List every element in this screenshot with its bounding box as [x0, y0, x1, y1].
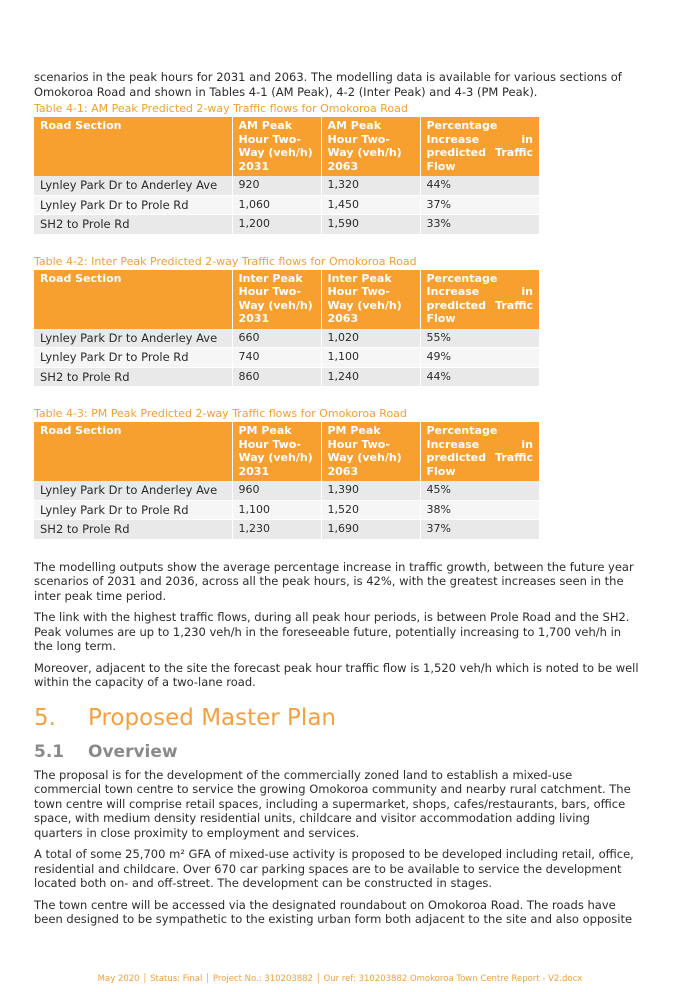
table-cell: 44% — [420, 367, 539, 387]
table-cell: 33% — [420, 215, 539, 235]
section-number: 5. — [34, 704, 56, 731]
table-caption: Table 4-1: AM Peak Predicted 2-way Traffic flows for Omokoroa Road — [34, 102, 408, 115]
table-cell: 49% — [420, 348, 539, 368]
table-header-cell: AM Peak Hour Two-Way (veh/h) 2031 — [232, 117, 321, 176]
traffic-flow-table — [34, 117, 539, 235]
section-heading — [34, 704, 640, 732]
table-cell: 44% — [420, 176, 539, 195]
table-cell: 740 — [232, 348, 321, 368]
table-header-cell: Road Section — [34, 422, 232, 481]
table-header-cell: Percentage Increase in predicted Traffic Flow — [420, 117, 539, 176]
table-cell: 1,320 — [321, 176, 420, 195]
table-cell: 1,200 — [232, 215, 321, 235]
table-cell: 1,230 — [232, 520, 321, 540]
table-header-cell: PM Peak Hour Two-Way (veh/h) 2031 — [232, 422, 321, 481]
table-cell: 1,690 — [321, 520, 420, 540]
table-header-cell: Road Section — [34, 270, 232, 329]
table-cell: 1,390 — [321, 481, 420, 500]
table-cell: 1,100 — [321, 348, 420, 368]
body-paragraph-1: The modelling outputs show the average percentage increase in traffic growth, between the future year scenarios of 2031 and 2036, across all the peak hours, is 42%, with the greatest increases seen in the inter peak time period. — [34, 559, 634, 603]
table-row — [34, 176, 539, 195]
table-header-cell: Percentage Increase in predicted Traffic Flow — [420, 270, 539, 329]
table-cell: SH2 to Prole Rd — [34, 215, 232, 235]
table-cell: 38% — [420, 500, 539, 520]
table-cell: 37% — [420, 520, 539, 540]
table-cell: 1,020 — [321, 329, 420, 348]
table-cell: Lynley Park Dr to Prole Rd — [34, 500, 232, 520]
subsection-number: 5.1 — [34, 741, 65, 762]
table-caption: Table 4-3: PM Peak Predicted 2-way Traffic flows for Omokoroa Road — [34, 407, 407, 420]
table-cell: 1,450 — [321, 195, 420, 215]
page-footer: May 2020 │ Status: Final │ Project No.: 310203882 │ Our ref: 310203882 Omokoroa Town Centre Report - V2.docx — [97, 974, 583, 984]
traffic-flow-table — [34, 270, 539, 388]
section-paragraph-1: The proposal is for the development of the commercially zoned land to establish a mixed-use commercial town centre to service the growing Omokoroa community and nearby rural catchment. The town centre will comprise retail spaces, including a supermarket, shops, cafes/restaurants, bars, office space, with medium density residential units, childcare and visitor accommodation adding living quarters in close proximity to employment and services. — [34, 767, 631, 840]
table-row — [34, 195, 539, 215]
table-cell: 1,520 — [321, 500, 420, 520]
table-cell: Lynley Park Dr to Anderley Ave — [34, 176, 232, 195]
table-cell: 37% — [420, 195, 539, 215]
table-header-row — [34, 270, 539, 329]
table-block-1 — [34, 102, 640, 235]
table-block-3 — [34, 407, 640, 540]
table-row — [34, 500, 539, 520]
table-row — [34, 481, 539, 500]
table-cell: 660 — [232, 329, 321, 348]
table-cell: 1,100 — [232, 500, 321, 520]
table-header-cell: AM Peak Hour Two-Way (veh/h) 2063 — [321, 117, 420, 176]
table-header-cell: Road Section — [34, 117, 232, 176]
table-cell: 920 — [232, 176, 321, 195]
subsection-heading — [34, 742, 640, 762]
table-cell: Lynley Park Dr to Prole Rd — [34, 348, 232, 368]
table-block-2 — [34, 255, 640, 388]
table-header-row — [34, 117, 539, 176]
table-header-cell: Inter Peak Hour Two-Way (veh/h) 2031 — [232, 270, 321, 329]
table-cell: 1,240 — [321, 367, 420, 387]
table-row — [34, 215, 539, 235]
table-header-cell: PM Peak Hour Two-Way (veh/h) 2063 — [321, 422, 420, 481]
table-header-cell: Percentage Increase in predicted Traffic Flow — [420, 422, 539, 481]
table-cell: 55% — [420, 329, 539, 348]
section-paragraph-2: A total of some 25,700 m² GFA of mixed-use activity is proposed to be developed including retail, office, residential and childcare. Over 670 car parking spaces are to be available to service the development located both on- and off-street. The development can be constructed in stages. — [34, 847, 634, 890]
table-cell: Lynley Park Dr to Prole Rd — [34, 195, 232, 215]
section-paragraph-3: The town centre will be accessed via the designated roundabout on Omokoroa Road. The roads have been designed to be sympathetic to the existing urban form both adjacent to the site and also opposite — [34, 897, 633, 926]
table-cell: 1,060 — [232, 195, 321, 215]
table-caption: Table 4-2: Inter Peak Predicted 2-way Traffic flows for Omokoroa Road — [34, 254, 417, 268]
subsection-title: Overview — [88, 741, 178, 762]
tables-container — [34, 102, 640, 540]
table-row — [34, 329, 539, 348]
table-row — [34, 520, 539, 540]
table-header-row — [34, 422, 539, 481]
table-cell: Lynley Park Dr to Anderley Ave — [34, 329, 232, 348]
table-header-cell: Inter Peak Hour Two-Way (veh/h) 2063 — [321, 270, 420, 329]
table-cell: Lynley Park Dr to Anderley Ave — [34, 481, 232, 500]
table-cell: 960 — [232, 481, 321, 500]
table-cell: SH2 to Prole Rd — [34, 367, 232, 387]
page-content — [34, 70, 640, 934]
intro-paragraph: scenarios in the peak hours for 2031 and 2063. The modelling data is available for various sections of Omokoroa Road and shown in Tables 4-1 (AM Peak), 4-2 (Inter Peak) and 4-3 (PM Peak). — [34, 70, 622, 99]
table-row — [34, 367, 539, 387]
table-cell: 45% — [420, 481, 539, 500]
body-paragraph-3: Moreover, adjacent to the site the forecast peak hour traffic flow is 1,520 veh/h which is noted to be well within the capacity of a two-lane road. — [34, 660, 639, 689]
table-cell: 860 — [232, 367, 321, 387]
table-row — [34, 348, 539, 368]
table-cell: 1,590 — [321, 215, 420, 235]
section-title: Proposed Master Plan — [88, 704, 336, 731]
traffic-flow-table — [34, 422, 539, 540]
body-paragraph-2: The link with the highest traffic flows, during all peak hour periods, is between Prole Road and the SH2. Peak volumes are up to 1,230 veh/h in the foreseeable future, potentially increasing to 1,700 veh/h in the long term. — [34, 610, 630, 653]
table-cell: SH2 to Prole Rd — [34, 520, 232, 540]
